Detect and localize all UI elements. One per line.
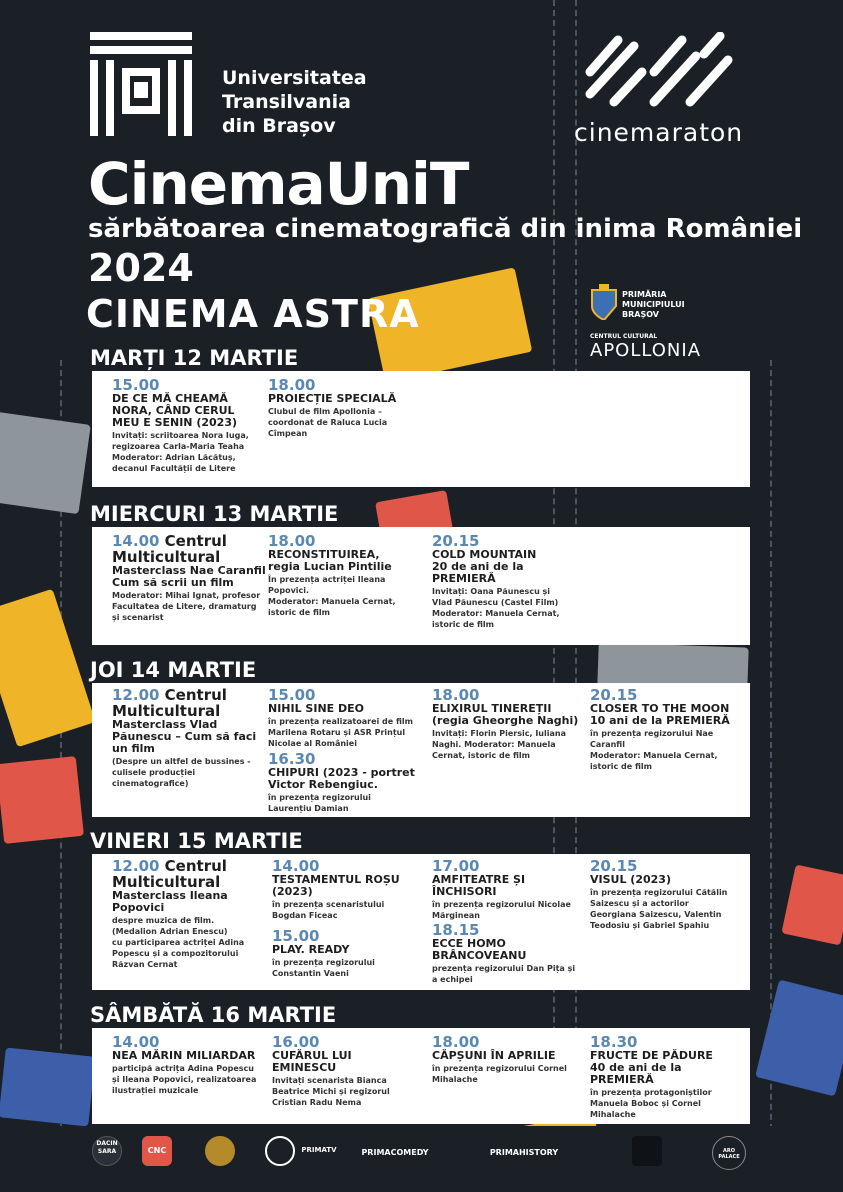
event-description: în prezența regizorului Cătălin Saizescu și a actorilor Georgiana Saizescu, Valentin Teodosiu și Gabriel Spahiu [590,888,728,930]
event-description: (Despre un altfel de bussines - culisele producției cinematografice) [112,757,251,788]
event-item [432,687,582,761]
event-place: Centrul Multicultural [112,857,227,891]
event-time: 16.30 [268,750,316,768]
ticket-decoration [0,1047,95,1126]
event-item [272,928,422,979]
festival-year: 2024 [88,246,194,290]
day-title: SÂMBĂTĂ 16 MARTIE [90,1003,337,1027]
event-title: PROIECȚIE SPECIALĂ [268,392,397,405]
event-item [432,922,582,985]
primaria-label: PRIMĂRIA MUNICIPIULUI BRAȘOV [622,290,685,319]
event-item [268,533,418,618]
sponsor-label: DACIN SARA [96,1140,118,1155]
event-item [432,1034,582,1085]
sponsor-logo-camera-icon [632,1136,662,1166]
event-time: 15.00 [272,927,320,945]
sponsors-footer [0,1126,843,1192]
event-time: 14.00 [272,857,320,875]
sponsor-logo-prima-icon [265,1136,295,1166]
event-description: în prezența regizorului Laurențiu Damian [268,793,371,813]
event-description: în prezența realizatoarei de film Marilena Rotaru și ASR Prințul Nicolae al României [268,717,413,748]
event-title: Masterclass Vlad Păunescu – Cum să faci un film [112,718,257,755]
event-time: 17.00 [432,857,480,875]
event-item [268,751,428,814]
festival-title: CinemaUniT [88,150,469,218]
event-title: ECCE HOMO BRÂNCOVEANU [432,937,527,962]
primaria-crest-icon [590,284,618,320]
event-item [272,1034,422,1108]
event-description: Clubul de film Apollonia – coordonat de Raluca Lucia Cîmpean [268,407,388,438]
ticket-decoration [0,412,91,514]
sponsor-label: ARO PALACE [718,1148,740,1160]
event-time: 15.00 [112,376,160,394]
event-time: 18.00 [268,532,316,550]
event-time: 12.00 Centrul Multicultural [112,857,227,891]
event-title: CUFĂRUL LUI EMINESCU [272,1049,352,1074]
event-item [432,533,592,630]
event-title: COLD MOUNTAIN 20 de ani de la PREMIERĂ [432,548,537,585]
event-description: Moderator: Mihai Ignat, profesor Facultatea de Litere, dramaturg și scenarist [112,591,261,622]
event-description: despre muzica de film. (Medalion Adrian Enescu) cu participarea actriței Adina Popescu și a compozitorului Răzvan Cernat [112,916,245,969]
day-title: VINERI 15 MARTIE [90,829,303,853]
event-description: în prezența scenaristului Bogdan Ficeac [272,900,385,920]
apollonia-logo: APOLLONIA [590,340,702,361]
event-title: DE CE MĂ CHEAMĂ NORA, CÂND CERUL MEU E SENIN (2023) [112,392,238,429]
event-description: în prezența regizorului Constantin Vaeni [272,958,375,978]
event-time: 18.00 [432,686,480,704]
event-title: ELIXIRUL TINEREȚII (regia Gheorghe Naghi) [432,702,579,727]
event-item [268,377,418,439]
day-schedule-box [92,527,750,645]
sponsor-label: PRIMACOMEDY [361,1148,429,1157]
event-description: Invitați scenarista Bianca Beatrice Michi și regizorul Cristian Radu Nema [272,1076,390,1107]
day-title: MIERCURI 13 MARTIE [90,502,339,526]
event-title: VISUL (2023) [590,873,671,886]
event-description: Invitați: scriitoarea Nora Iuga, regizoarea Carla-Maria Teaha Moderator: Adrian Lăcătuș, decanul Facultății de Litere [112,431,249,473]
event-title: PLAY. READY [272,943,350,956]
event-time: 18.30 [590,1033,638,1051]
event-title: Masterclass Nae Caranfil Cum să scrii un film [112,564,266,589]
festival-venue: CINEMA ASTRA [86,292,420,336]
cinemaraton-logo-icon [578,32,738,110]
event-time: 16.00 [272,1033,320,1051]
sponsor-label: CNC [147,1146,167,1155]
day-title: JOI 14 MARTIE [90,658,257,682]
cinemaraton-logo-text: cinemaraton [574,118,744,147]
ticket-decoration [0,756,84,844]
event-item [112,687,272,789]
event-title: CLOSER TO THE MOON 10 ani de la PREMIERĂ [590,702,730,727]
event-time: 20.15 [590,686,638,704]
event-description: prezența regizorului Dan Pița și a echipei [432,964,576,984]
event-time: 12.00 Centrul Multicultural [112,686,227,720]
event-item [112,533,277,623]
event-time: 20.15 [590,857,638,875]
event-item [112,1034,272,1096]
event-title: CHIPURI (2023 - portret Victor Rebengiuc. [268,766,415,791]
event-item [590,1034,748,1120]
event-title: NEA MĂRIN MILIARDAR [112,1049,256,1062]
event-title: RECONSTITUIREA, regia Lucian Pintilie [268,548,392,573]
event-description: Invitați: Oana Păunescu și Vlad Păunescu (Castel Film) Moderator: Manuela Cernat, istoric de film [432,587,560,629]
event-title: CĂPȘUNI ÎN APRILIE [432,1049,556,1062]
apollonia-sublabel: CENTRUL CULTURAL [590,333,658,340]
university-name: Universitatea Transilvania din Brașov [222,67,367,137]
sponsor-label: PRIMAHISTORY [489,1148,559,1157]
event-description: în prezența protagoniștilor Manuela Boboc și Cornel Mihalache [590,1088,712,1119]
event-item [590,687,748,772]
day-schedule-box [92,371,750,487]
event-title: AMFITEATRE ȘI ÎNCHISORI [432,873,526,898]
day-schedule-box [92,1028,750,1124]
event-description: participă actrița Adina Popescu și Ileana Popovici, realizatoarea ilustrației muzicale [112,1064,257,1095]
event-item [590,858,748,931]
event-place: Centrul Multicultural [112,532,227,566]
ticket-decoration [0,589,96,747]
event-description: în prezența regizorului Nae Caranfil Moderator: Manuela Cernat, istoric de film [590,729,718,771]
event-title: FRUCTE DE PĂDURE 40 de ani de la PREMIERĂ [590,1049,713,1086]
sponsor-label: PRIMATV [301,1146,337,1154]
event-item [112,858,272,970]
event-time: 18.00 [268,376,316,394]
event-time: 15.00 [268,686,316,704]
event-time: 20.15 [432,532,480,550]
event-description: în prezența regizorului Cornel Mihalache [432,1064,567,1084]
ticket-decoration [781,865,843,946]
event-title: TESTAMENTUL ROȘU (2023) [272,873,400,898]
event-time: 14.00 [112,1033,160,1051]
event-time: 14.00 Centrul Multicultural [112,532,227,566]
event-description: În prezența actriței Ileana Popovici. Moderator: Manuela Cernat, istoric de film [268,575,396,617]
day-title: MARȚI 12 MARTIE [90,346,299,370]
university-logo-icon [90,32,192,136]
event-item [268,687,428,749]
event-description: Invitați: Florin Piersic, Iuliana Naghi. Moderator: Manuela Cernat, istoric de film [432,729,566,760]
event-item [432,858,582,921]
festival-subtitle: sărbătoarea cinematografică din inima României [88,214,803,244]
event-time: 18.15 [432,921,480,939]
event-time: 18.00 [432,1033,480,1051]
event-item [112,377,262,474]
event-item [272,858,422,921]
day-schedule-box [92,683,750,817]
sponsor-logo-crest-icon [205,1136,235,1166]
event-title: Masterclass Ileana Popovici [112,889,228,914]
event-description: în prezența regizorului Nicolae Mărginean [432,900,571,920]
event-place: Centrul Multicultural [112,686,227,720]
ticket-decoration [755,980,843,1097]
day-schedule-box [92,854,750,990]
event-title: NIHIL SINE DEO [268,702,364,715]
